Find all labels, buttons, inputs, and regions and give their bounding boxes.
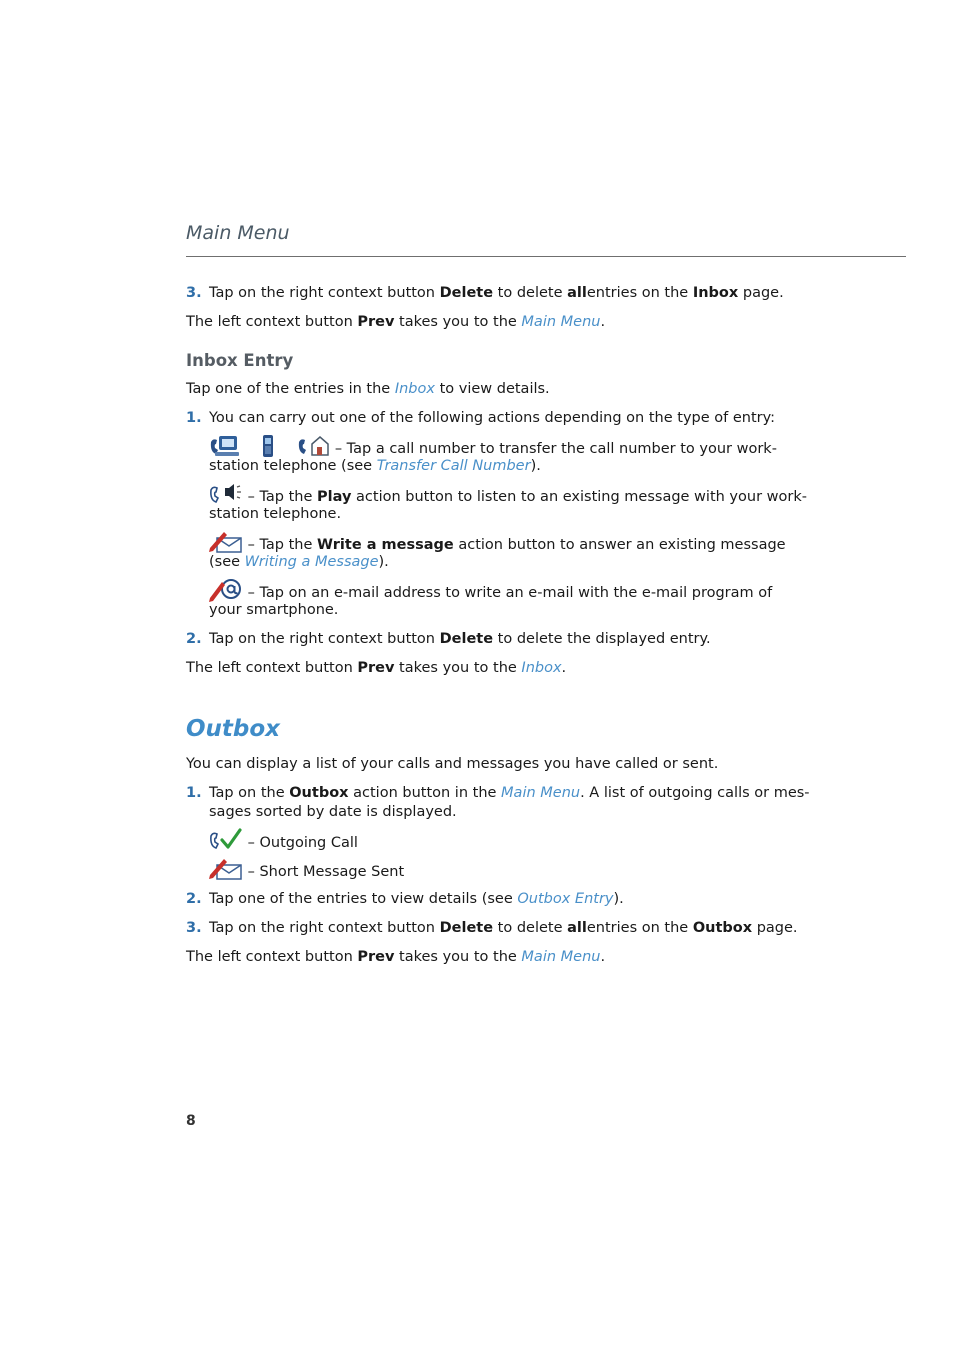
inbox-link[interactable]: Inbox	[521, 660, 562, 676]
transfer-entry: – Tap a call number to transfer the call number to your work-	[209, 434, 777, 460]
outbox-step-2: 2. Tap one of the entries to view details (see Outbox Entry).	[186, 891, 624, 907]
outbox-step-1-cont: sages sorted by date is displayed.	[209, 804, 457, 820]
message-sent-icon	[209, 857, 243, 887]
write-entry: – Tap the Write a message action button to answer an existing message	[209, 530, 786, 556]
writing-a-message-link[interactable]: Writing a Message	[244, 554, 379, 570]
outbox-step-3: 3. Tap on the right context button Delete to delete allentries on the Outbox page.	[186, 920, 798, 936]
outbox-step-1: 1. Tap on the Outbox action button in the Main Menu. A list of outgoing calls or mes-	[186, 785, 810, 801]
play-entry: – Tap the Play action button to listen to an existing message with your work-	[209, 482, 807, 508]
inbox-entry-step-1: 1. You can carry out one of the following actions depending on the type of entry:	[186, 410, 776, 426]
page-number: 8	[186, 1113, 196, 1129]
header-rule	[186, 256, 906, 257]
transfer-entry-cont: station telephone (see Transfer Call Number).	[209, 458, 541, 474]
outbox-prev-note: The left context button Prev takes you to the Main Menu.	[186, 949, 606, 965]
inbox-entry-prev-note: The left context button Prev takes you to the Inbox.	[186, 660, 567, 676]
transfer-call-number-link[interactable]: Transfer Call Number	[376, 458, 531, 474]
main-menu-link[interactable]: Main Menu	[521, 314, 601, 330]
inbox-link[interactable]: Inbox	[394, 381, 435, 397]
email-entry-cont: your smartphone.	[209, 602, 339, 618]
running-header: Main Menu	[186, 222, 290, 244]
outbox-heading: Outbox	[186, 716, 281, 742]
inbox-entry-intro: Tap one of the entries in the Inbox to view details.	[186, 381, 550, 397]
outgoing-call-entry: – Outgoing Call	[209, 828, 358, 854]
email-entry: – Tap on an e-mail address to write an e-mail with the e-mail program of	[209, 578, 772, 604]
short-message-entry: – Short Message Sent	[209, 857, 404, 883]
main-menu-link[interactable]: Main Menu	[501, 785, 581, 801]
outbox-entry-link[interactable]: Outbox Entry	[517, 891, 614, 907]
outgoing-call-icon	[209, 828, 243, 858]
play-entry-cont: station telephone.	[209, 506, 342, 522]
inbox-entry-heading: Inbox Entry	[186, 351, 294, 370]
inbox-entry-step-2: 2. Tap on the right context button Delete to delete the displayed entry.	[186, 631, 711, 647]
inbox-step-3: 3. Tap on the right context button Delete to delete allentries on the Inbox page.	[186, 285, 784, 301]
inbox-prev-note: The left context button Prev takes you to the Main Menu.	[186, 314, 606, 330]
main-menu-link[interactable]: Main Menu	[521, 949, 601, 965]
outbox-intro: You can display a list of your calls and messages you have called or sent.	[186, 756, 719, 772]
write-entry-cont: (see Writing a Message).	[209, 554, 389, 570]
